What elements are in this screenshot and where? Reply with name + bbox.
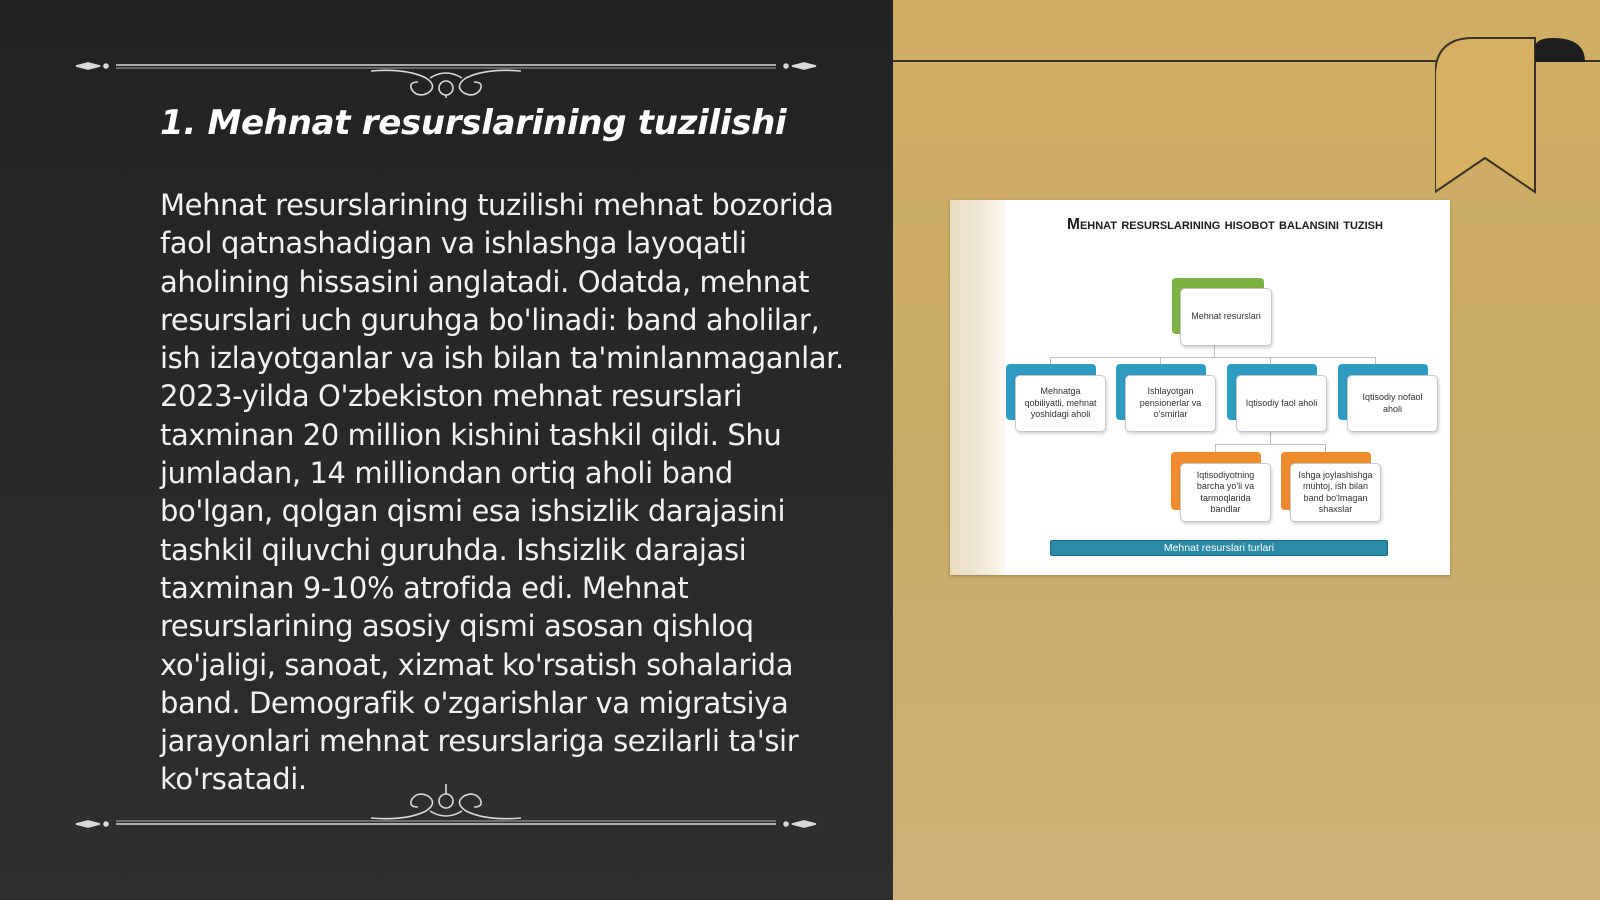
diagram-side-strip: [950, 200, 1005, 575]
node-label: Ishlayotgan pensionerlar va o'smirlar: [1125, 375, 1216, 432]
node-level1-4: [1338, 364, 1438, 434]
connector: [1325, 444, 1326, 452]
node-root: [1172, 278, 1274, 348]
node-label: Iqtisodiyotning barcha yo'li va tarmoqlarida bandlar: [1180, 463, 1271, 522]
connector: [1215, 444, 1216, 452]
node-level1-3: [1227, 364, 1327, 434]
node-label: Mehnatga qobiliyatli, mehnat yoshidagi aholi: [1015, 375, 1106, 432]
top-ornament: [66, 38, 826, 98]
node-label: Iqtisodiy faol aholi: [1236, 375, 1327, 432]
connector: [1215, 444, 1325, 445]
node-level2-1: [1171, 452, 1271, 524]
node-level1-1: [1006, 364, 1106, 434]
connector: [1375, 357, 1376, 364]
diagram-title: Mehnat resurslarining hisobot balansini tuzish: [1067, 216, 1383, 233]
connector: [1050, 357, 1051, 364]
connector: [1050, 357, 1376, 358]
slide-title: 1. Mehnat resurslarining tuzilishi: [160, 103, 787, 143]
node-level1-2: [1116, 364, 1216, 434]
node-level2-2: [1281, 452, 1381, 524]
node-label: Ishga joylashishga muhtoj, ish bilan band bo'lmagan shaxslar: [1290, 463, 1381, 522]
connector: [1160, 357, 1161, 364]
bookmark-icon: [1435, 36, 1585, 198]
connector: [1270, 357, 1271, 364]
node-label: Mehnat resurslari: [1180, 288, 1272, 346]
node-label: Iqtisodiy nofaol aholi: [1347, 375, 1438, 432]
structure-diagram: [950, 200, 1450, 575]
diagram-footer-bar: Mehnat resurslari turlari: [1050, 540, 1388, 556]
slide-body-text: Mehnat resurslarining tuzilishi mehnat bozorida faol qatnashadigan va ishlashga layoqatli aholining hissasini anglatadi. Odatda, mehnat resurslari uch guruhga bo'linadi: band aholilar, ish izlayotganlar va ish bilan ta'minlanmaganlar. 2023-yilda O'zbekiston mehnat resurslari taxminan 20 million kishini tashkil qildi. Shu jumladan, 14 milliondan ortiq aholi band bo'lgan, qolgan qismi esa ishsizlik darajasini tashkil qiluvchi guruhda. Ishsizlik darajasi taxminan 9-10% atrofida edi. Mehnat resurslarining asosiy qismi asosan qishloq xo'jaligi, sanoat, xizmat ko'rsatish sohalarida band. Demografik o'zgarishlar va migratsiya jarayonlari mehnat resurslariga sezilarli ta'sir ko'rsatadi.: [160, 188, 844, 797]
bottom-ornament: [66, 776, 826, 836]
